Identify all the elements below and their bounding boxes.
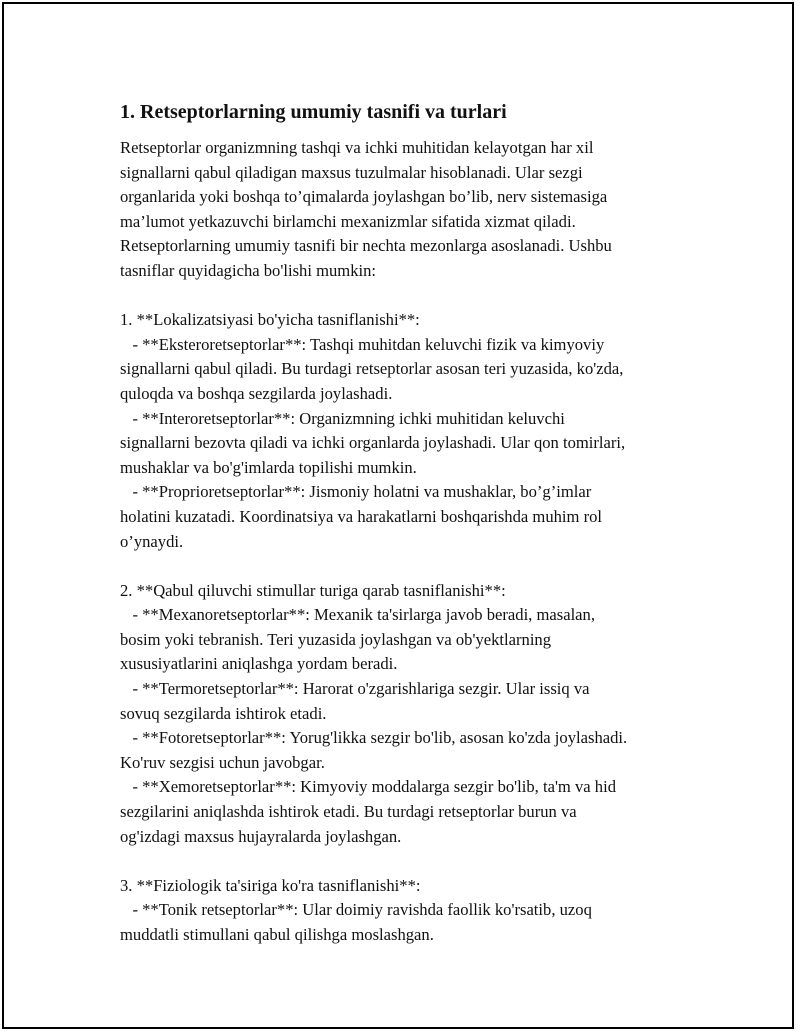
- text-line: - **Mexanoretseptorlar**: Mexanik ta'sirlarga javob beradi, masalan,: [120, 605, 595, 625]
- text-line: ma’lumot yetkazuvchi birlamchi mexanizmlar sifatida xizmat qiladi.: [120, 211, 576, 231]
- text-line: holatini kuzatadi. Koordinatsiya va harakatlarni boshqarishda muhim rol: [120, 506, 603, 526]
- blank-line: [120, 554, 700, 579]
- document-page: [2, 2, 794, 1029]
- text-line: - **Proprioretseptorlar**: Jismoniy holatni va mushaklar, bo’g’imlar: [120, 482, 592, 502]
- text-line: sezgilarini aniqlashda ishtirok etadi. Bu turdagi retseptorlar burun va: [120, 802, 577, 822]
- text-line: - **Fotoretseptorlar**: Yorug'likka sezgir bo'lib, asosan ko'zda joylashadi.: [120, 728, 628, 748]
- text-line: - **Tonik retseptorlar**: Ular doimiy ravishda faollik ko'rsatib, uzoq: [120, 900, 592, 920]
- text-line: sovuq sezgilarda ishtirok etadi.: [120, 703, 327, 723]
- text-line: - **Xemoretseptorlar**: Kimyoviy moddalarga sezgir bo'lib, ta'm va hid: [120, 777, 616, 797]
- text-line: Retseptorlarning umumiy tasnifi bir nechta mezonlarga asoslanadi. Ushbu: [120, 236, 612, 256]
- text-line: Retseptorlar organizmning tashqi va ichki muhitidan kelayotgan har xil: [120, 138, 594, 157]
- text-line: - **Eksteroretseptorlar**: Tashqi muhitdan keluvchi fizik va kimyoviy: [120, 334, 605, 354]
- text-line: 1. **Lokalizatsiyasi bo'yicha tasniflanishi**:: [120, 310, 420, 330]
- text-line: og'izdagi maxsus hujayralarda joylashgan.: [120, 826, 402, 846]
- text-line: mushaklar va bo'g'imlarda topilishi mumkin.: [120, 457, 417, 477]
- text-line: signallarni bezovta qiladi va ichki organlarda joylashadi. Ular qon tomirlari,: [120, 433, 626, 453]
- text-line: signallarni qabul qiladi. Bu turdagi retseptorlar asosan teri yuzasida, ko'zda,: [120, 359, 624, 379]
- text-line: - **Interoretseptorlar**: Organizmning ichki muhitidan keluvchi: [120, 408, 565, 428]
- text-line: muddatli stimullani qabul qilishga moslashgan.: [120, 925, 434, 944]
- text-line: Ko'ruv sezgisi uchun javobgar.: [120, 752, 325, 772]
- document-content: [120, 98, 700, 948]
- text-line: organlarida yoki boshqa to’qimalarda joylashgan bo’lib, nerv sistemasiga: [120, 187, 608, 207]
- text-line: signallarni qabul qiladigan maxsus tuzulmalar hisoblanadi. Ular sezgi: [120, 162, 583, 182]
- text-line: 2. **Qabul qiluvchi stimullar turiga qarab tasniflanishi**:: [120, 580, 506, 600]
- text-line: tasniflar quyidagicha bo'lishi mumkin:: [120, 260, 377, 280]
- blank-line: [120, 284, 700, 309]
- text-line: quloqda va boshqa sezgilarda joylashadi.: [120, 383, 393, 403]
- text-line: bosim yoki tebranish. Teri yuzasida joylashgan va ob'yektlarning: [120, 629, 552, 649]
- text-line: - **Termoretseptorlar**: Harorat o'zgarishlariga sezgir. Ular issiq va: [120, 679, 590, 699]
- document-body: [120, 136, 700, 948]
- text-line: xususiyatlarini aniqlashga yordam beradi.: [120, 654, 398, 674]
- blank-line: [120, 849, 700, 874]
- document-title: 1. Retseptorlarning umumiy tasnifi va turlari: [120, 101, 507, 123]
- text-line: 3. **Fiziologik ta'siriga ko'ra tasniflanishi**:: [120, 875, 421, 895]
- text-line: o’ynaydi.: [120, 531, 184, 551]
